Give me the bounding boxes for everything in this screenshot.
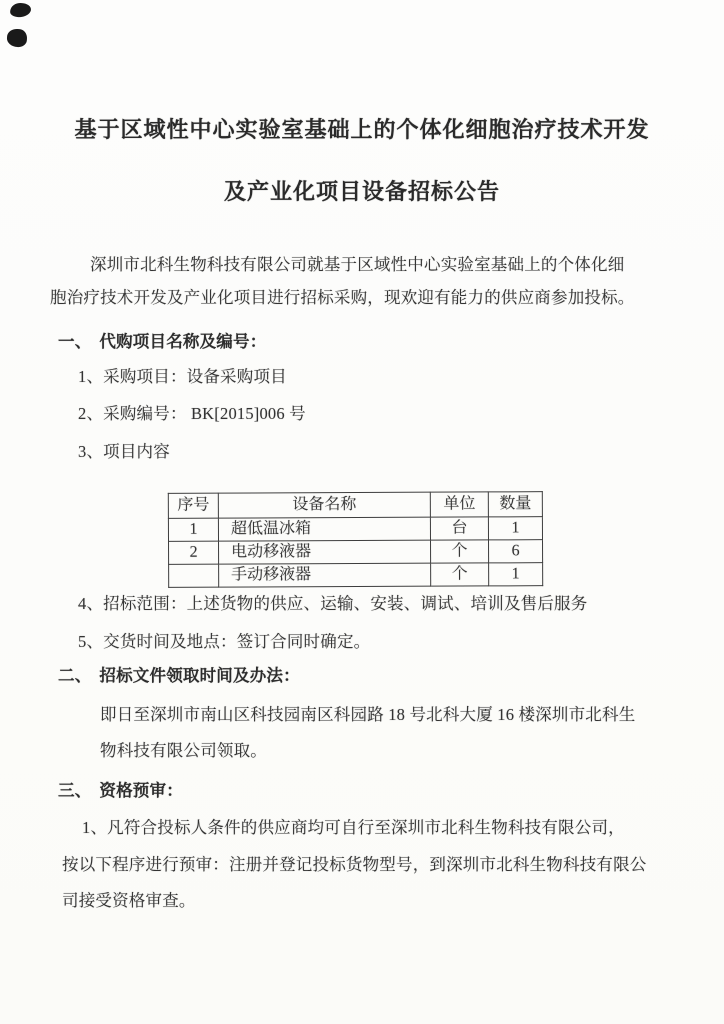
cell-unit: 个	[431, 563, 489, 586]
section-1-number: 一、	[58, 332, 92, 351]
table-row	[169, 540, 543, 565]
header-quantity: 数量	[488, 492, 542, 517]
intro-paragraph-line-1: 深圳市北科生物科技有限公司就基于区域性中心实验室基础上的个体化细	[90, 255, 625, 274]
header-equipment-name: 设备名称	[218, 492, 430, 518]
table-header-row	[168, 492, 542, 519]
section-3-title: 资格预审：	[99, 781, 183, 800]
cell-seq	[169, 564, 219, 587]
cell-equipment-name: 电动移液器	[219, 540, 431, 564]
section-3-heading	[58, 783, 183, 800]
section-3-body-line-1: 1、凡符合投标人条件的供应商均可自行至深圳市北科生物科技有限公司，	[82, 818, 625, 837]
cell-quantity: 1	[488, 517, 542, 540]
section-3-body-line-2: 按以下程序进行预审：注册并登记投标货物型号，到深圳市北科生物科技有限公	[62, 855, 647, 874]
table-row	[168, 517, 542, 542]
item-purchase-project: 1、采购项目：设备采购项目	[78, 367, 287, 386]
document-title-line-1: 基于区域性中心实验室基础上的个体化细胞治疗技术开发	[74, 117, 650, 142]
cell-equipment-name: 手动移液器	[219, 563, 431, 587]
cell-unit: 台	[430, 517, 488, 540]
section-2-number: 二、	[58, 666, 92, 685]
header-seq: 序号	[168, 493, 218, 518]
item-delivery-time: 5、交货时间及地点：签订合同时确定。	[78, 632, 371, 651]
cell-unit: 个	[431, 540, 489, 563]
equipment-table	[168, 491, 543, 588]
section-2-title: 招标文件领取时间及办法：	[99, 666, 300, 685]
item-project-content: 3、项目内容	[78, 442, 170, 461]
section-2-body-line-2: 物科技有限公司领取。	[100, 741, 267, 760]
section-2-body-line-1: 即日至深圳市南山区科技园南区科园路 18 号北科大厦 16 楼深圳市北科生	[100, 705, 636, 724]
document-title-line-2: 及产业化项目设备招标公告	[223, 179, 500, 204]
cell-equipment-name: 超低温冰箱	[218, 517, 430, 541]
cell-quantity: 1	[489, 563, 543, 586]
cell-seq: 2	[169, 541, 219, 564]
section-1-heading	[58, 334, 266, 351]
table-row	[169, 563, 543, 588]
intro-paragraph-line-2: 胞治疗技术开发及产业化项目进行招标采购，现欢迎有能力的供应商参加投标。	[50, 288, 635, 307]
header-unit: 单位	[430, 492, 488, 517]
section-1-title: 代购项目名称及编号：	[99, 332, 267, 351]
section-2-heading	[58, 668, 300, 685]
item-purchase-number: 2、采购编号： BK[2015]006 号	[78, 404, 306, 423]
item-tender-scope: 4、招标范围：上述货物的供应、运输、安装、调试、培训及售后服务	[78, 594, 588, 613]
section-3-number: 三、	[58, 781, 92, 800]
cell-quantity: 6	[489, 540, 543, 563]
section-3-body-line-3: 司接受资格审查。	[62, 891, 196, 910]
cell-seq: 1	[168, 518, 218, 541]
scan-artifact-mark	[9, 2, 31, 18]
scan-artifact-mark	[6, 28, 27, 47]
